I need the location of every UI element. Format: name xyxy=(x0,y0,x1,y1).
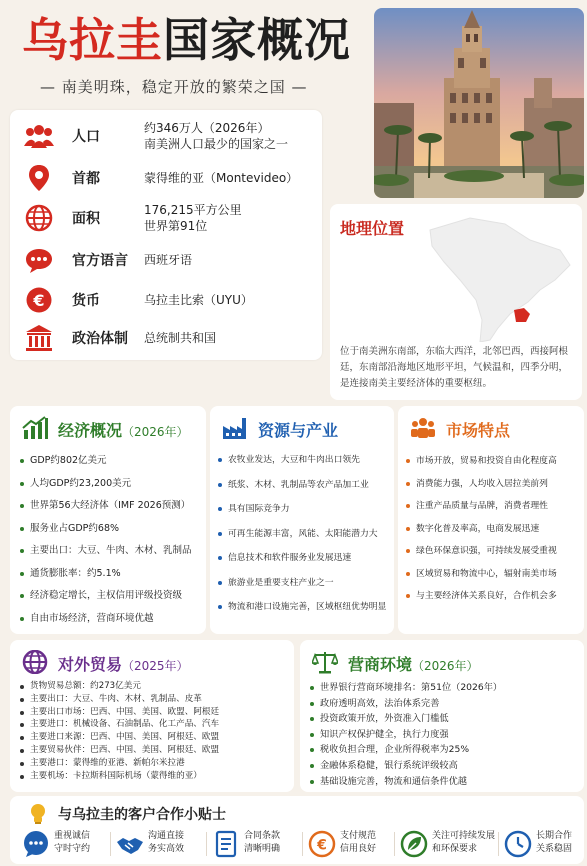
list-item: 知识产权保护健全，执行力度强 xyxy=(310,727,502,743)
resources-title: 资源与产业 xyxy=(258,421,339,440)
title-country: 乌拉圭 xyxy=(22,13,163,67)
tip-text: 沟通直接 务实高效 xyxy=(148,831,185,854)
divider xyxy=(110,832,111,856)
trade-year: （2025年） xyxy=(122,659,189,673)
trade-card xyxy=(10,640,294,792)
divider xyxy=(206,832,207,856)
fact-language xyxy=(10,242,322,278)
list-item: 通货膨胀率：约5.1% xyxy=(20,563,192,586)
list-item: 主要出口市场：巴西、中国、美国、欧盟、阿根廷 xyxy=(20,706,219,719)
economy-title: 经济概况 xyxy=(58,421,123,440)
resources-list xyxy=(218,448,386,620)
people-icon xyxy=(24,122,54,150)
chat-bubble-icon xyxy=(24,246,54,274)
geography-title: 地理位置 xyxy=(340,219,405,238)
fact-population xyxy=(10,118,322,154)
list-item: 主要机场：卡拉斯科国际机场（蒙得维的亚） xyxy=(20,770,219,783)
svg-text:€: € xyxy=(33,291,45,310)
south-america-map xyxy=(410,210,582,342)
scales-icon xyxy=(312,650,338,674)
fact-currency xyxy=(10,282,322,318)
fact-value: 西班牙语 xyxy=(144,253,193,267)
fact-value: 乌拉圭比索（UYU） xyxy=(144,293,253,307)
list-item: 物流和港口设施完善，区域枢纽优势明显 xyxy=(218,595,386,620)
list-item: 世界银行营商环境排名：第51位（2026年） xyxy=(310,680,502,696)
euro-coin-icon xyxy=(24,286,54,314)
list-item: 世界第56大经济体（IMF 2026预测） xyxy=(20,495,192,518)
list-item: 主要贸易伙伴：巴西、中国、美国、阿根廷、欧盟 xyxy=(20,744,219,757)
title-overview: 国家概况 xyxy=(163,13,351,67)
list-item: 主要进口：机械设备、石油制品、化工产品、汽车 xyxy=(20,718,219,731)
list-item: 信息技术和软件服务业发展迅速 xyxy=(218,546,386,571)
list-item: 市场开放，贸易和投资自由化程度高 xyxy=(406,450,557,473)
tip-text: 关注可持续发展 和环保要求 xyxy=(432,831,496,854)
page-title xyxy=(22,8,351,72)
fact-value: 蒙得维的亚（Montevideo） xyxy=(144,171,299,185)
economy-year: （2026年） xyxy=(122,425,189,439)
business-year: （2026年） xyxy=(412,659,479,673)
list-item: 注重产品质量与品牌，消费者理性 xyxy=(406,495,557,518)
handshake-icon xyxy=(116,830,144,858)
people-group-icon xyxy=(410,416,436,440)
list-item: 主要出口：大豆、牛肉、木材、乳制品、皮革 xyxy=(20,693,219,706)
globe-icon xyxy=(24,204,54,232)
fact-capital xyxy=(10,160,322,196)
fact-area xyxy=(10,200,322,236)
divider xyxy=(498,832,499,856)
list-item: 货物贸易总额：约273亿美元 xyxy=(20,680,219,693)
list-item: 数字化普及率高，电商发展迅速 xyxy=(406,518,557,541)
list-item: 政府透明高效，法治体系完善 xyxy=(310,696,502,712)
factory-icon xyxy=(222,416,248,440)
euro-coin-icon xyxy=(308,830,336,858)
lightbulb-icon xyxy=(26,802,50,826)
fact-label: 首都 xyxy=(72,171,100,187)
business-title: 营商环境 xyxy=(348,655,413,674)
clock-icon xyxy=(504,830,532,858)
tip-text: 重视诚信 守时守约 xyxy=(54,831,91,854)
list-item: 主要进口来源：巴西、中国、美国、阿根廷、欧盟 xyxy=(20,731,219,744)
list-item: 服务业占GDP约68% xyxy=(20,518,192,541)
fact-value: 总统制共和国 xyxy=(144,331,217,345)
list-item: 具有国际竞争力 xyxy=(218,497,386,522)
list-item: 金融体系稳健，银行系统评级较高 xyxy=(310,758,502,774)
resources-card xyxy=(210,406,394,634)
list-item: 消费能力强，人均收入居拉美前列 xyxy=(406,473,557,496)
list-item: 基础设施完善，物流和通信条件优越 xyxy=(310,774,502,790)
fact-political-system xyxy=(10,320,322,356)
market-card xyxy=(398,406,584,634)
business-environment-card xyxy=(300,640,584,792)
list-item: GDP约802亿美元 xyxy=(20,450,192,473)
key-facts-panel xyxy=(10,110,322,360)
business-list xyxy=(310,680,502,789)
list-item: 自由市场经济，营商环境优越 xyxy=(20,608,192,631)
cooperation-tips-panel xyxy=(10,796,584,864)
fact-label: 面积 xyxy=(72,211,100,227)
government-building-icon xyxy=(24,324,54,352)
fact-value: 约346万人（2026年） 南美洲人口最少的国家之一 xyxy=(144,121,289,151)
speech-bubble-icon xyxy=(22,830,50,858)
divider xyxy=(302,832,303,856)
list-item: 主要港口：蒙得维的亚港、新帕尔米拉港 xyxy=(20,757,219,770)
globe-icon xyxy=(22,650,48,674)
geography-text: 位于南美洲东南部，东临大西洋，北邻巴西，西接阿根廷，东南部沿海地区地形平坦，气候温和，四季分明，是连接南美主要经济体的重要枢纽。 xyxy=(340,346,569,389)
tip-text: 支付规范 信用良好 xyxy=(340,831,377,854)
tip-text: 合同条款 清晰明确 xyxy=(244,831,281,854)
list-item: 绿色环保意识强，可持续发展受重视 xyxy=(406,540,557,563)
economy-card xyxy=(10,406,206,634)
list-item: 税收负担合理，企业所得税率为25% xyxy=(310,742,502,758)
uruguay-highlight xyxy=(514,308,530,322)
list-item: 可再生能源丰富，风能、太阳能潜力大 xyxy=(218,522,386,547)
fact-label: 货币 xyxy=(72,293,100,309)
montevideo-photo xyxy=(374,8,584,198)
bar-chart-icon xyxy=(22,416,48,440)
location-pin-icon xyxy=(24,164,54,192)
list-item: 人均GDP约23,200美元 xyxy=(20,473,192,496)
market-list xyxy=(406,450,557,608)
geography-panel xyxy=(330,204,582,400)
list-item: 主要出口：大豆、牛肉、木材、乳制品 xyxy=(20,540,192,563)
fact-label: 官方语言 xyxy=(72,253,128,269)
list-item: 经济稳定增长，主权信用评级投资级 xyxy=(20,585,192,608)
trade-list xyxy=(20,680,219,782)
economy-list xyxy=(20,450,192,630)
trade-title: 对外贸易 xyxy=(58,655,123,674)
tip-text: 长期合作 关系稳固 xyxy=(536,831,573,854)
list-item: 纸浆、木材、乳制品等农产品加工业 xyxy=(218,473,386,498)
divider xyxy=(394,832,395,856)
list-item: 农牧业发达，大豆和牛肉出口领先 xyxy=(218,448,386,473)
fact-label: 人口 xyxy=(72,129,100,145)
fact-value: 176,215平方公里 世界第91位 xyxy=(144,203,242,233)
fact-label: 政治体制 xyxy=(72,331,128,347)
list-item: 区域贸易和物流中心，辐射南美市场 xyxy=(406,563,557,586)
document-icon xyxy=(212,830,240,858)
market-title: 市场特点 xyxy=(446,421,511,440)
list-item: 投资政策开放，外资准入门槛低 xyxy=(310,711,502,727)
tips-title: 与乌拉圭的客户合作小贴士 xyxy=(58,807,226,823)
list-item: 旅游业是重要支柱产业之一 xyxy=(218,571,386,596)
page-subtitle: — 南美明珠，稳定开放的繁荣之国 — xyxy=(40,78,308,96)
svg-text:€: € xyxy=(317,837,327,854)
leaf-icon xyxy=(400,830,428,858)
list-item: 与主要经济体关系良好，合作机会多 xyxy=(406,585,557,608)
